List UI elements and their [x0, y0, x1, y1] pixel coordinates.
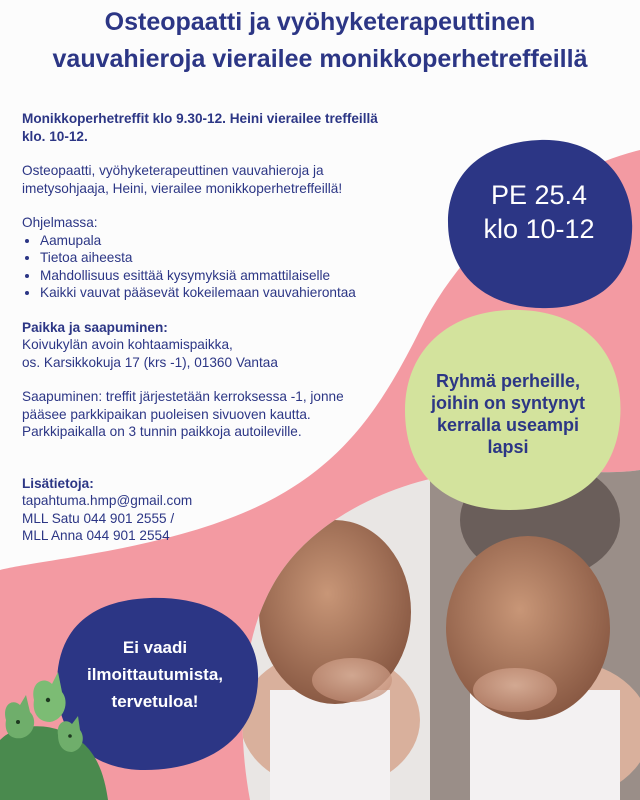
registration-line-2: ilmoittautumista, [86, 665, 223, 684]
arrival-line-3: Parkkipaikalla on 3 tunnin paikkoja autoileville. [22, 424, 302, 439]
contact-phone-2: MLL Anna 044 901 2554 [22, 528, 170, 543]
program-list [22, 232, 422, 302]
location-heading: Paikka ja saapuminen: [22, 319, 168, 335]
intro-line-2: klo. 10-12. [22, 128, 88, 144]
location-line-2: os. Karsikkokuja 17 (krs -1), 01360 Vantaa [22, 354, 278, 370]
group-line-2: joihin on syntynyt [430, 393, 585, 413]
description-line-1: Osteopaatti, vyöhyketerapeuttinen vauvahieroja ja [22, 163, 324, 178]
group-badge [420, 370, 596, 458]
intro-line-1: Monikkoperhetreffit klo 9.30-12. Heini vierailee treffeillä [22, 111, 378, 126]
date-time: klo 10-12 [483, 214, 595, 244]
contact-email[interactable]: tapahtuma.hmp@gmail.com [22, 493, 193, 508]
arrival-line-2: pääsee parkkipaikan puoleisen sivuoven kautta. [22, 406, 311, 422]
program-heading: Ohjelmassa: [22, 215, 98, 230]
description-line-2: imetysohjaaja, Heini, vierailee monikkoperhetreffeillä! [22, 180, 343, 196]
page-title [0, 4, 640, 78]
contact-heading: Lisätietoja: [22, 475, 94, 491]
title-line-1: Osteopaatti ja vyöhyketerapeuttinen [104, 8, 536, 36]
arrival-line-1: Saapuminen: treffit järjestetään kerroksessa -1, jonne [22, 389, 344, 404]
registration-badge [70, 634, 240, 715]
program-item: • Kaikki vauvat pääsevät kokeilemaan vauvahierontaa [40, 284, 422, 302]
main-content [22, 110, 422, 545]
group-line-4: lapsi [487, 437, 529, 457]
group-line-3: kerralla useampi [436, 415, 580, 435]
group-line-1: Ryhmä perheille, [435, 371, 581, 391]
registration-line-3: tervetuloa! [111, 692, 199, 711]
date-day: PE 25.4 [490, 180, 588, 210]
date-badge [453, 178, 625, 246]
registration-line-1: Ei vaadi [122, 638, 188, 657]
location-line-1: Koivukylän avoin kohtaamispaikka, [22, 337, 233, 352]
program-item: • Tietoa aiheesta [40, 249, 422, 267]
program-item: • Mahdollisuus esittää kysymyksiä ammattilaiselle [40, 267, 422, 285]
program-item: • Aamupala [40, 232, 422, 250]
contact-phone-1: MLL Satu 044 901 2555 / [22, 510, 175, 526]
title-line-2: vauvahieroja vierailee monikkoperhetreffeillä [52, 45, 588, 73]
